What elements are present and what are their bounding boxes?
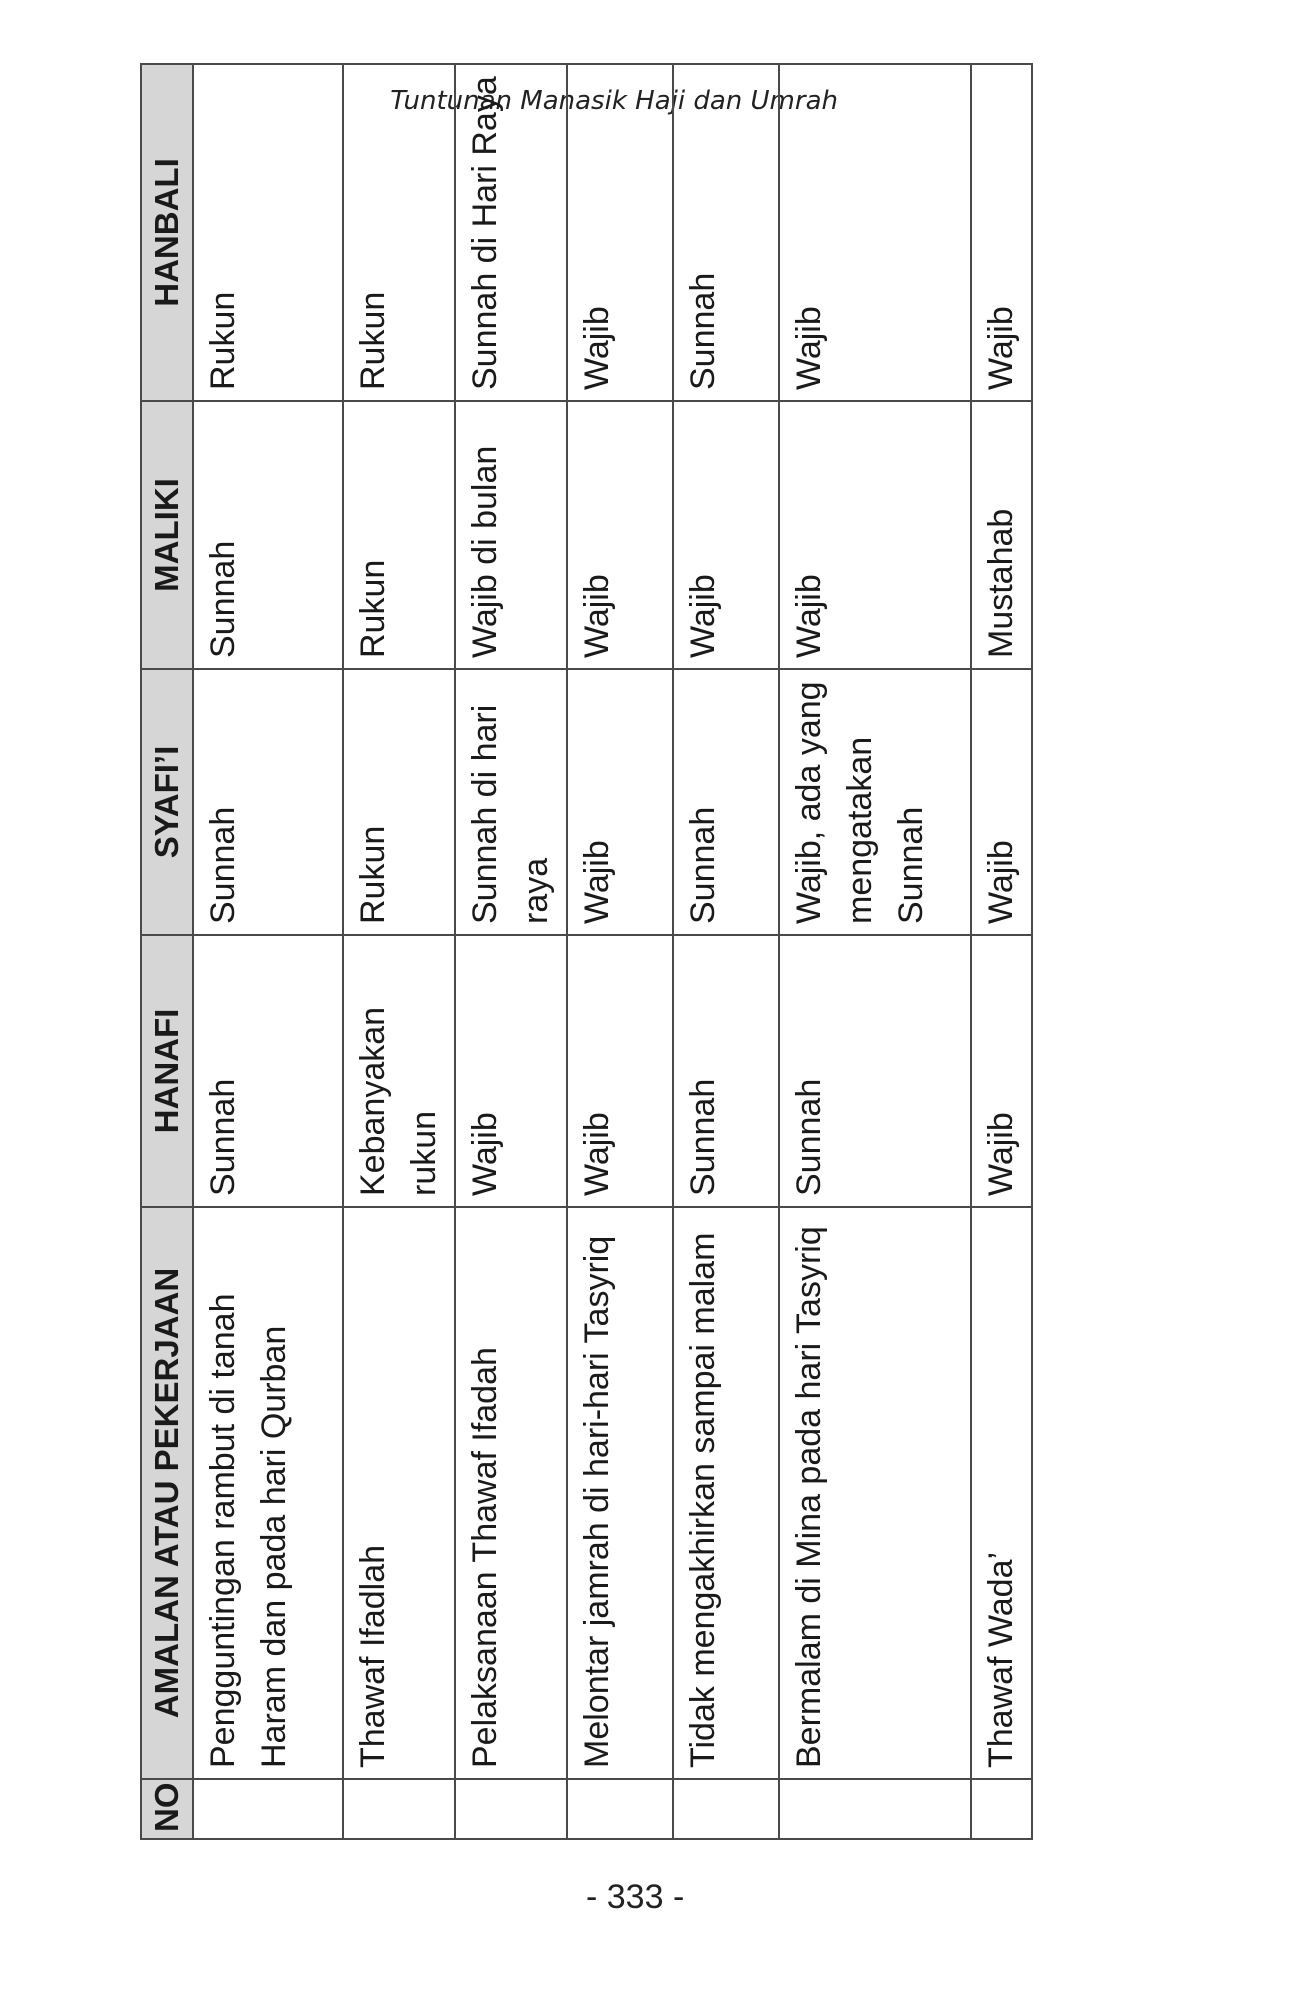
- cell-syafii: Sunnah: [193, 669, 343, 935]
- column-header-amalan: AMALAN ATAU PEKERJAAN: [141, 1207, 193, 1779]
- cell-hanafi: Sunnah: [673, 935, 779, 1207]
- cell-no: [779, 1779, 971, 1839]
- cell-amalan: Thawaf Wada’: [971, 1207, 1032, 1779]
- cell-maliki: Sunnah: [193, 401, 343, 669]
- rotated-table-container: [140, 65, 1025, 1840]
- cell-amalan: Pelaksanaan Thawaf Ifadah: [455, 1207, 567, 1779]
- table-row: [971, 64, 1032, 1839]
- cell-hanafi: Sunnah: [193, 935, 343, 1207]
- column-header-hanafi: HANAFI: [141, 935, 193, 1207]
- table-row: [567, 64, 673, 1839]
- cell-maliki: Wajib: [779, 401, 971, 669]
- cell-syafii: Sunnah: [673, 669, 779, 935]
- cell-hanbali: Sunnah di Hari Raya: [455, 64, 567, 401]
- table-row: [455, 64, 567, 1839]
- cell-hanbali: Rukun: [343, 64, 455, 401]
- cell-maliki: Wajib: [567, 401, 673, 669]
- cell-syafii: Wajib: [971, 669, 1032, 935]
- cell-amalan: Bermalam di Mina pada hari Tasyriq: [779, 1207, 971, 1779]
- column-header-syafii: SYAFI’I: [141, 669, 193, 935]
- cell-hanafi: Sunnah: [779, 935, 971, 1207]
- cell-hanafi: Wajib: [567, 935, 673, 1207]
- cell-hanbali: Rukun: [193, 64, 343, 401]
- cell-hanafi: Wajib: [455, 935, 567, 1207]
- cell-maliki: Wajib: [673, 401, 779, 669]
- cell-no: [455, 1779, 567, 1839]
- column-header-hanbali: HANBALI: [141, 64, 193, 401]
- cell-amalan: Tidak mengakhirkan sampai malam: [673, 1207, 779, 1779]
- cell-hanbali: Wajib: [971, 64, 1032, 401]
- table-row: [343, 64, 455, 1839]
- column-header-maliki: MALIKI: [141, 401, 193, 669]
- cell-no: [567, 1779, 673, 1839]
- cell-amalan: Melontar jamrah di hari-hari Tasyriq: [567, 1207, 673, 1779]
- table-row: [673, 64, 779, 1839]
- cell-syafii: Wajib: [567, 669, 673, 935]
- madhab-comparison-table: [140, 63, 1033, 1840]
- cell-maliki: Wajib di bulan: [455, 401, 567, 669]
- cell-no: [193, 1779, 343, 1839]
- cell-maliki: Mustahab: [971, 401, 1032, 669]
- cell-hanbali: Wajib: [779, 64, 971, 401]
- cell-no: [971, 1779, 1032, 1839]
- table-row: [779, 64, 971, 1839]
- cell-maliki: Rukun: [343, 401, 455, 669]
- cell-syafii: Sunnah di hari raya: [455, 669, 567, 935]
- column-header-no: NO: [141, 1779, 193, 1839]
- cell-hanbali: Sunnah: [673, 64, 779, 401]
- cell-no: [343, 1779, 455, 1839]
- table-row: [193, 64, 343, 1839]
- table-header-row: [141, 64, 193, 1839]
- page-number: - 333 -: [586, 1878, 685, 1916]
- cell-amalan: Pengguntingan rambut di tanah Haram dan pada hari Qurban: [193, 1207, 343, 1779]
- cell-hanbali: Wajib: [567, 64, 673, 401]
- cell-syafii: Wajib, ada yang mengatakan Sunnah: [779, 669, 971, 935]
- cell-hanafi: Wajib: [971, 935, 1032, 1207]
- running-header: Tuntunan Manasik Haji dan Umrah: [390, 86, 838, 116]
- cell-hanafi: Kebanyakan rukun: [343, 935, 455, 1207]
- cell-no: [673, 1779, 779, 1839]
- cell-syafii: Rukun: [343, 669, 455, 935]
- cell-amalan: Thawaf Ifadlah: [343, 1207, 455, 1779]
